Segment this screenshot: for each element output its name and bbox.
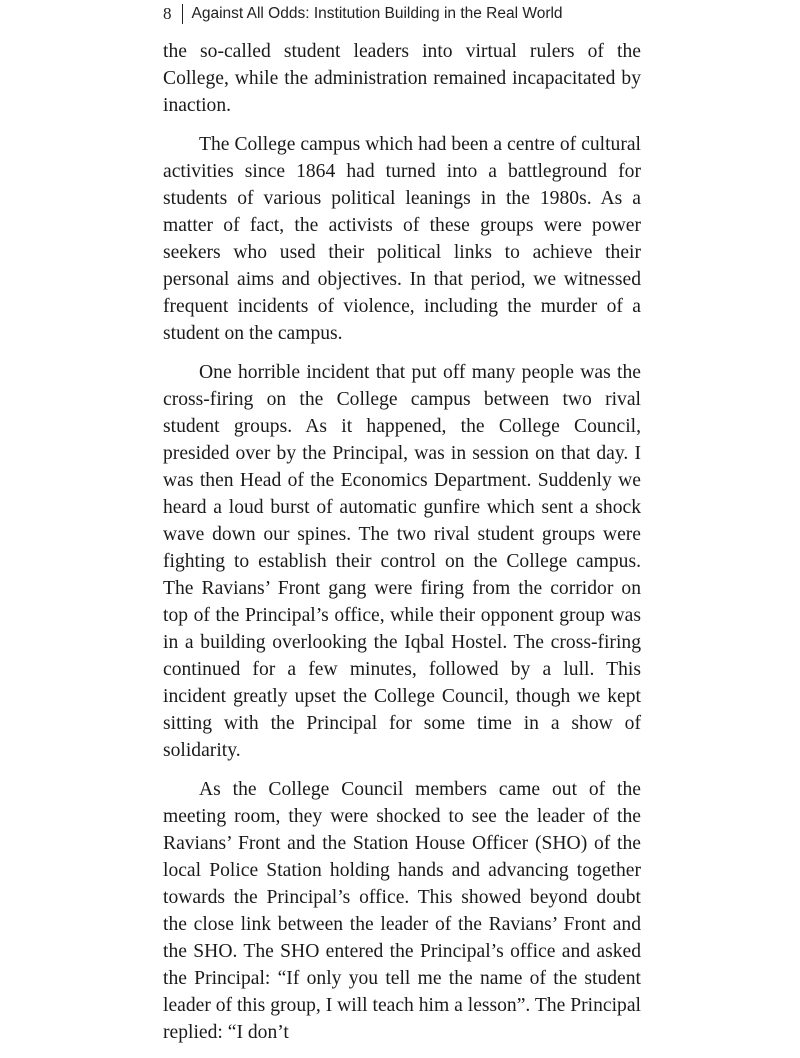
header-divider bbox=[182, 4, 183, 24]
paragraph-cross-firing: One horrible incident that put off many people was the cross-firing on the College campus between two rival student groups. As it happened, the College Council, presided over by the Principal, was in session on that day. I was then Head of the Economics Department. Suddenly we heard a loud burst of automatic gunfire which sent a shock wave down our spines. The two rival student groups were fighting to establish their control on the College campus. The Ravians’ Front gang were firing from the corridor on top of the Principal’s office, while their opponent group was in a building overlooking the Iqbal Hostel. The cross-firing continued for a few minutes, followed by a lull. This incident greatly upset the College Council, though we kept sitting with the Principal for some time in a show of solidarity. bbox=[163, 362, 641, 761]
page-number: 8 bbox=[163, 4, 172, 23]
running-head bbox=[163, 2, 563, 26]
body-text bbox=[163, 38, 641, 1058]
paragraph-continued: the so-called student leaders into virtual rulers of the College, while the administration remained incapacitated by inaction. bbox=[163, 41, 641, 116]
paragraph-council-members: As the College Council members came out of the meeting room, they were shocked to see the leader of the Ravians’ Front and the Station House Officer (SHO) of the local Police Station holding hands and advancing together towards the Principal’s office. This showed beyond doubt the close link between the leader of the Ravians’ Front and the SHO. The SHO entered the Principal’s office and asked the Principal: “If only you tell me the name of the student leader of this group, I will teach him a lesson”. The Principal replied: “I don’t bbox=[163, 779, 641, 1043]
book-title: Against All Odds: Institution Building in the Real World bbox=[191, 5, 563, 22]
paragraph-campus: The College campus which had been a centre of cultural activities since 1864 had turned into a battleground for students of various political leanings in the 1980s. As a matter of fact, the activists of these groups were power seekers who used their political links to achieve their personal aims and objectives. In that period, we witnessed frequent incidents of violence, including the murder of a student on the campus. bbox=[163, 134, 641, 344]
